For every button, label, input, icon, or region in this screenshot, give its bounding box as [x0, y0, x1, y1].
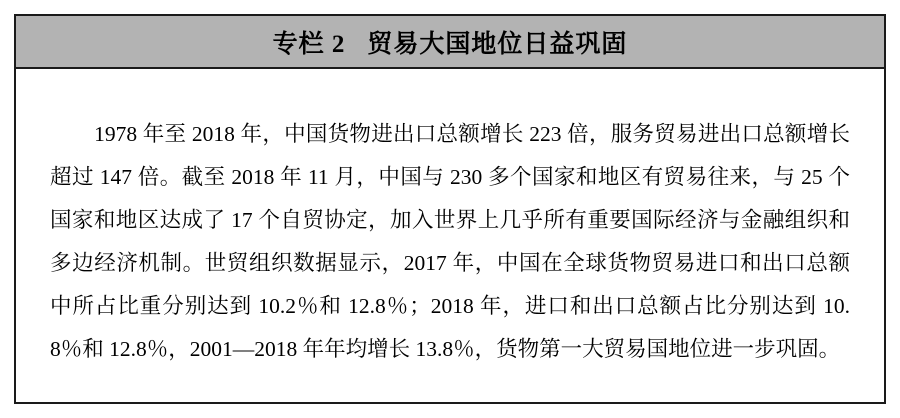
callout-box-paragraph: 1978 年至 2018 年，中国货物进出口总额增长 223 倍，服务贸易进出口总额增长超过 147 倍。截至 2018 年 11 月，中国与 230 多个国家和地区有贸易往来，与 25 个国家和地区达成了 17 个自贸协定，加入世界上几乎所有重要国际经济与金融组织和多边经济机制。世贸组织数据显示，2017 年，中国在全球货物贸易进口和出口总额中所占比重分别达到 10.2％和 12.8％；2018 年，进口和出口总额占比分别达到 10.8％和 12.8％，2001—2018 年年均增长 13.8％，货物第一大贸易国地位进一步巩固。 [50, 121, 850, 361]
callout-box-title [273, 24, 628, 60]
callout-box-header [16, 16, 884, 69]
callout-box-title-label: 专栏 2 [272, 30, 346, 58]
callout-box-title-text: 贸易大国地位日益巩固 [367, 30, 628, 58]
callout-box [14, 14, 886, 404]
callout-box-body [16, 69, 884, 402]
